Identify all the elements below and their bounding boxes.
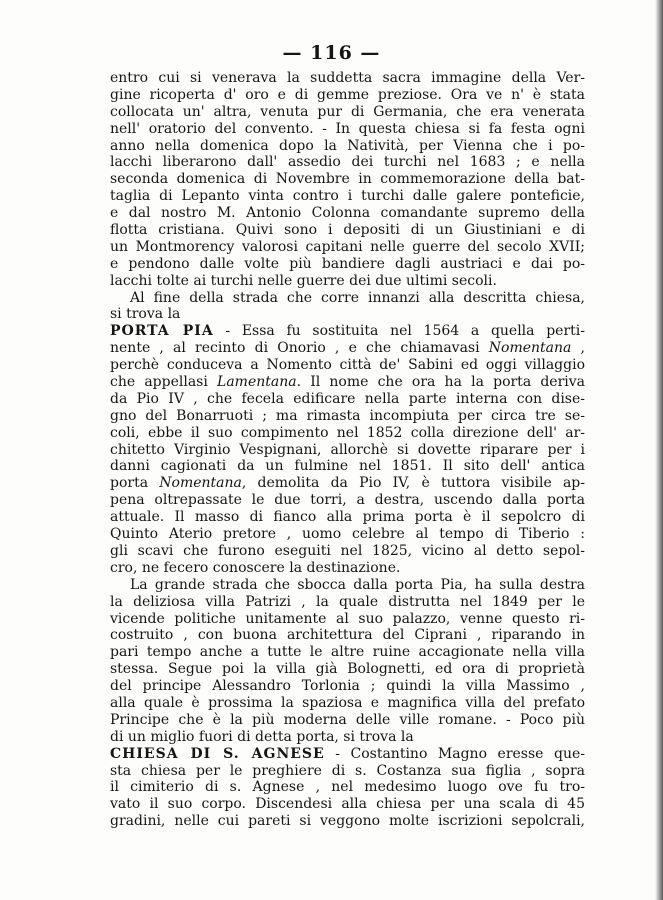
text-line: gradini, nelle cui pareti si veggono molte iscrizioni sepolcrali, <box>110 813 585 830</box>
text-line: vicende politiche unitamente al suo palazzo, venne questo ri- <box>110 610 585 627</box>
text-line: La grande strada che sbocca dalla porta Pia, ha sulla destra <box>130 576 585 593</box>
text-line: alla quale è prossima la spaziosa e magnifica villa del prefato <box>110 694 585 711</box>
text-line: un Montmorency valorosi capitani nelle guerre del secolo XVII; <box>110 238 585 255</box>
text-fragment: che appellasi <box>110 374 218 391</box>
text-line: gno del Bonarruoti ; ma rimasta incompiuta per circa tre se- <box>110 407 585 424</box>
text-line: vato il suo corpo. Discendesi alla chiesa per una scala di 45 <box>110 796 585 813</box>
text-line: da Pio IV , che fecela edificare nella parte interna con dise- <box>110 390 585 407</box>
text-line: e dal nostro M. Antonio Colonna comandante supremo della <box>110 205 585 222</box>
text-line <box>110 475 585 492</box>
text-line: chitetto Virginio Vespignani, allorchè si dovette riparare per i <box>110 441 585 458</box>
italic-fragment: Lamentana <box>217 374 297 391</box>
text-line: di un miglio fuori di detta porta, si trova la <box>110 728 414 745</box>
text-line: flotta cristiana. Quivi sono i depositi di un Giustiniani e di <box>110 222 585 239</box>
text-line: si trova la <box>110 306 181 323</box>
text-fragment: porta <box>110 475 160 492</box>
text-line: sta chiesa per le preghiere di s. Costanza sua figlia , sopra <box>110 762 585 779</box>
text-fragment: - Costantino Magno eresse que- <box>324 745 585 762</box>
page-body <box>110 70 585 830</box>
text-line: Quinto Aterio pretore , uomo celebre al tempo di Tiberio : <box>110 526 585 543</box>
page-edge-shadow <box>655 0 663 900</box>
text-line: entro cui si venerava la suddetta sacra immagine della Ver- <box>110 70 585 86</box>
text-fragment: . Il nome che ora ha la porta deriva <box>296 374 586 391</box>
text-line: coli, ebbe il suo compimento nel 1852 colla direzione dell' ar- <box>110 424 585 441</box>
text-line: la deliziosa villa Patrizi , la quale distrutta nel 1849 per le <box>110 593 585 610</box>
porta-pia-heading: PORTA PIA <box>110 323 214 340</box>
text-fragment: - Essa fu sostituita nel 1564 a quella perti- <box>213 323 585 340</box>
text-fragment: nente , al recinto di Onorio , e che chiamavasi <box>110 340 489 357</box>
text-line: attuale. Il masso di fianco alla prima porta è il sepolcro di <box>110 509 585 526</box>
text-fragment: , <box>571 340 585 357</box>
text-line: collocata un' altra, venuta pur di Germania, che era venerata <box>110 103 585 120</box>
italic-fragment: Nomentana <box>159 475 242 492</box>
porta-pia-first-line <box>110 323 585 340</box>
italic-fragment: Nomentana <box>488 340 572 357</box>
agnese-first-line <box>110 746 585 763</box>
text-line: danni cagionati da un fulmine nel 1851. Il sito dell' antica <box>110 458 585 475</box>
text-line: lacchi tolte ai turchi nelle guerre dei due ultimi secoli. <box>110 272 497 289</box>
text-line: gine ricoperta d' oro e di gemme preziose. Ora ve n' è stata <box>110 86 585 103</box>
text-line: gli scavi che furono eseguiti nel 1825, vicino al detto sepol- <box>110 542 585 559</box>
text-line: perchè conduceva a Nomento città de' Sabini ed oggi villaggio <box>110 357 585 374</box>
text-line: costruito , con buona architettura del Ciprani , riparando in <box>110 627 585 644</box>
text-line: anno nella domenica dopo la Natività, per Vienna che i po- <box>110 137 585 154</box>
text-line: lacchi liberarono dall' assedio dei turchi nel 1683 ; e nella <box>110 154 585 171</box>
text-line: Al fine della strada che corre innanzi alla descritta chiesa, <box>130 289 585 306</box>
text-line: nell' oratorio del convento. - In questa chiesa si fa festa ogni <box>110 120 585 137</box>
text-line <box>110 340 585 357</box>
text-line: pena oltrepassate le due torri, a destra, uscendo dalla porta <box>110 492 585 509</box>
page-number: — 116 — <box>282 42 381 64</box>
agnese-heading: CHIESA DI S. AGNESE <box>110 745 325 762</box>
text-fragment: , demolita da Pio IV, è tuttora visibile ap- <box>241 475 585 492</box>
text-line: taglia di Lepanto vinta contro i turchi dalle galere ponteficie, <box>110 188 585 205</box>
text-line: pari tempo anche a tutte le altre ruine accagionate nella villa <box>110 644 585 661</box>
text-line: del principe Alessandro Torlonia ; quindi la villa Massimo , <box>110 678 585 695</box>
text-line: stessa. Segue poi la villa già Bolognetti, ed ora di proprietà <box>110 661 585 678</box>
text-line: e pendono dalle volte più bandiere dagli austriaci e dai po- <box>110 255 585 272</box>
text-line: cro, ne fecero conoscere la destinazione. <box>110 559 401 576</box>
text-line <box>110 374 585 391</box>
text-line: il cimiterio di s. Agnese , nel medesimo luogo ove fu tro- <box>110 779 585 796</box>
text-line: Principe che è la più moderna delle ville romane. - Poco più <box>110 711 585 728</box>
text-line: seconda domenica di Novembre in commemorazione della bat- <box>110 171 585 188</box>
